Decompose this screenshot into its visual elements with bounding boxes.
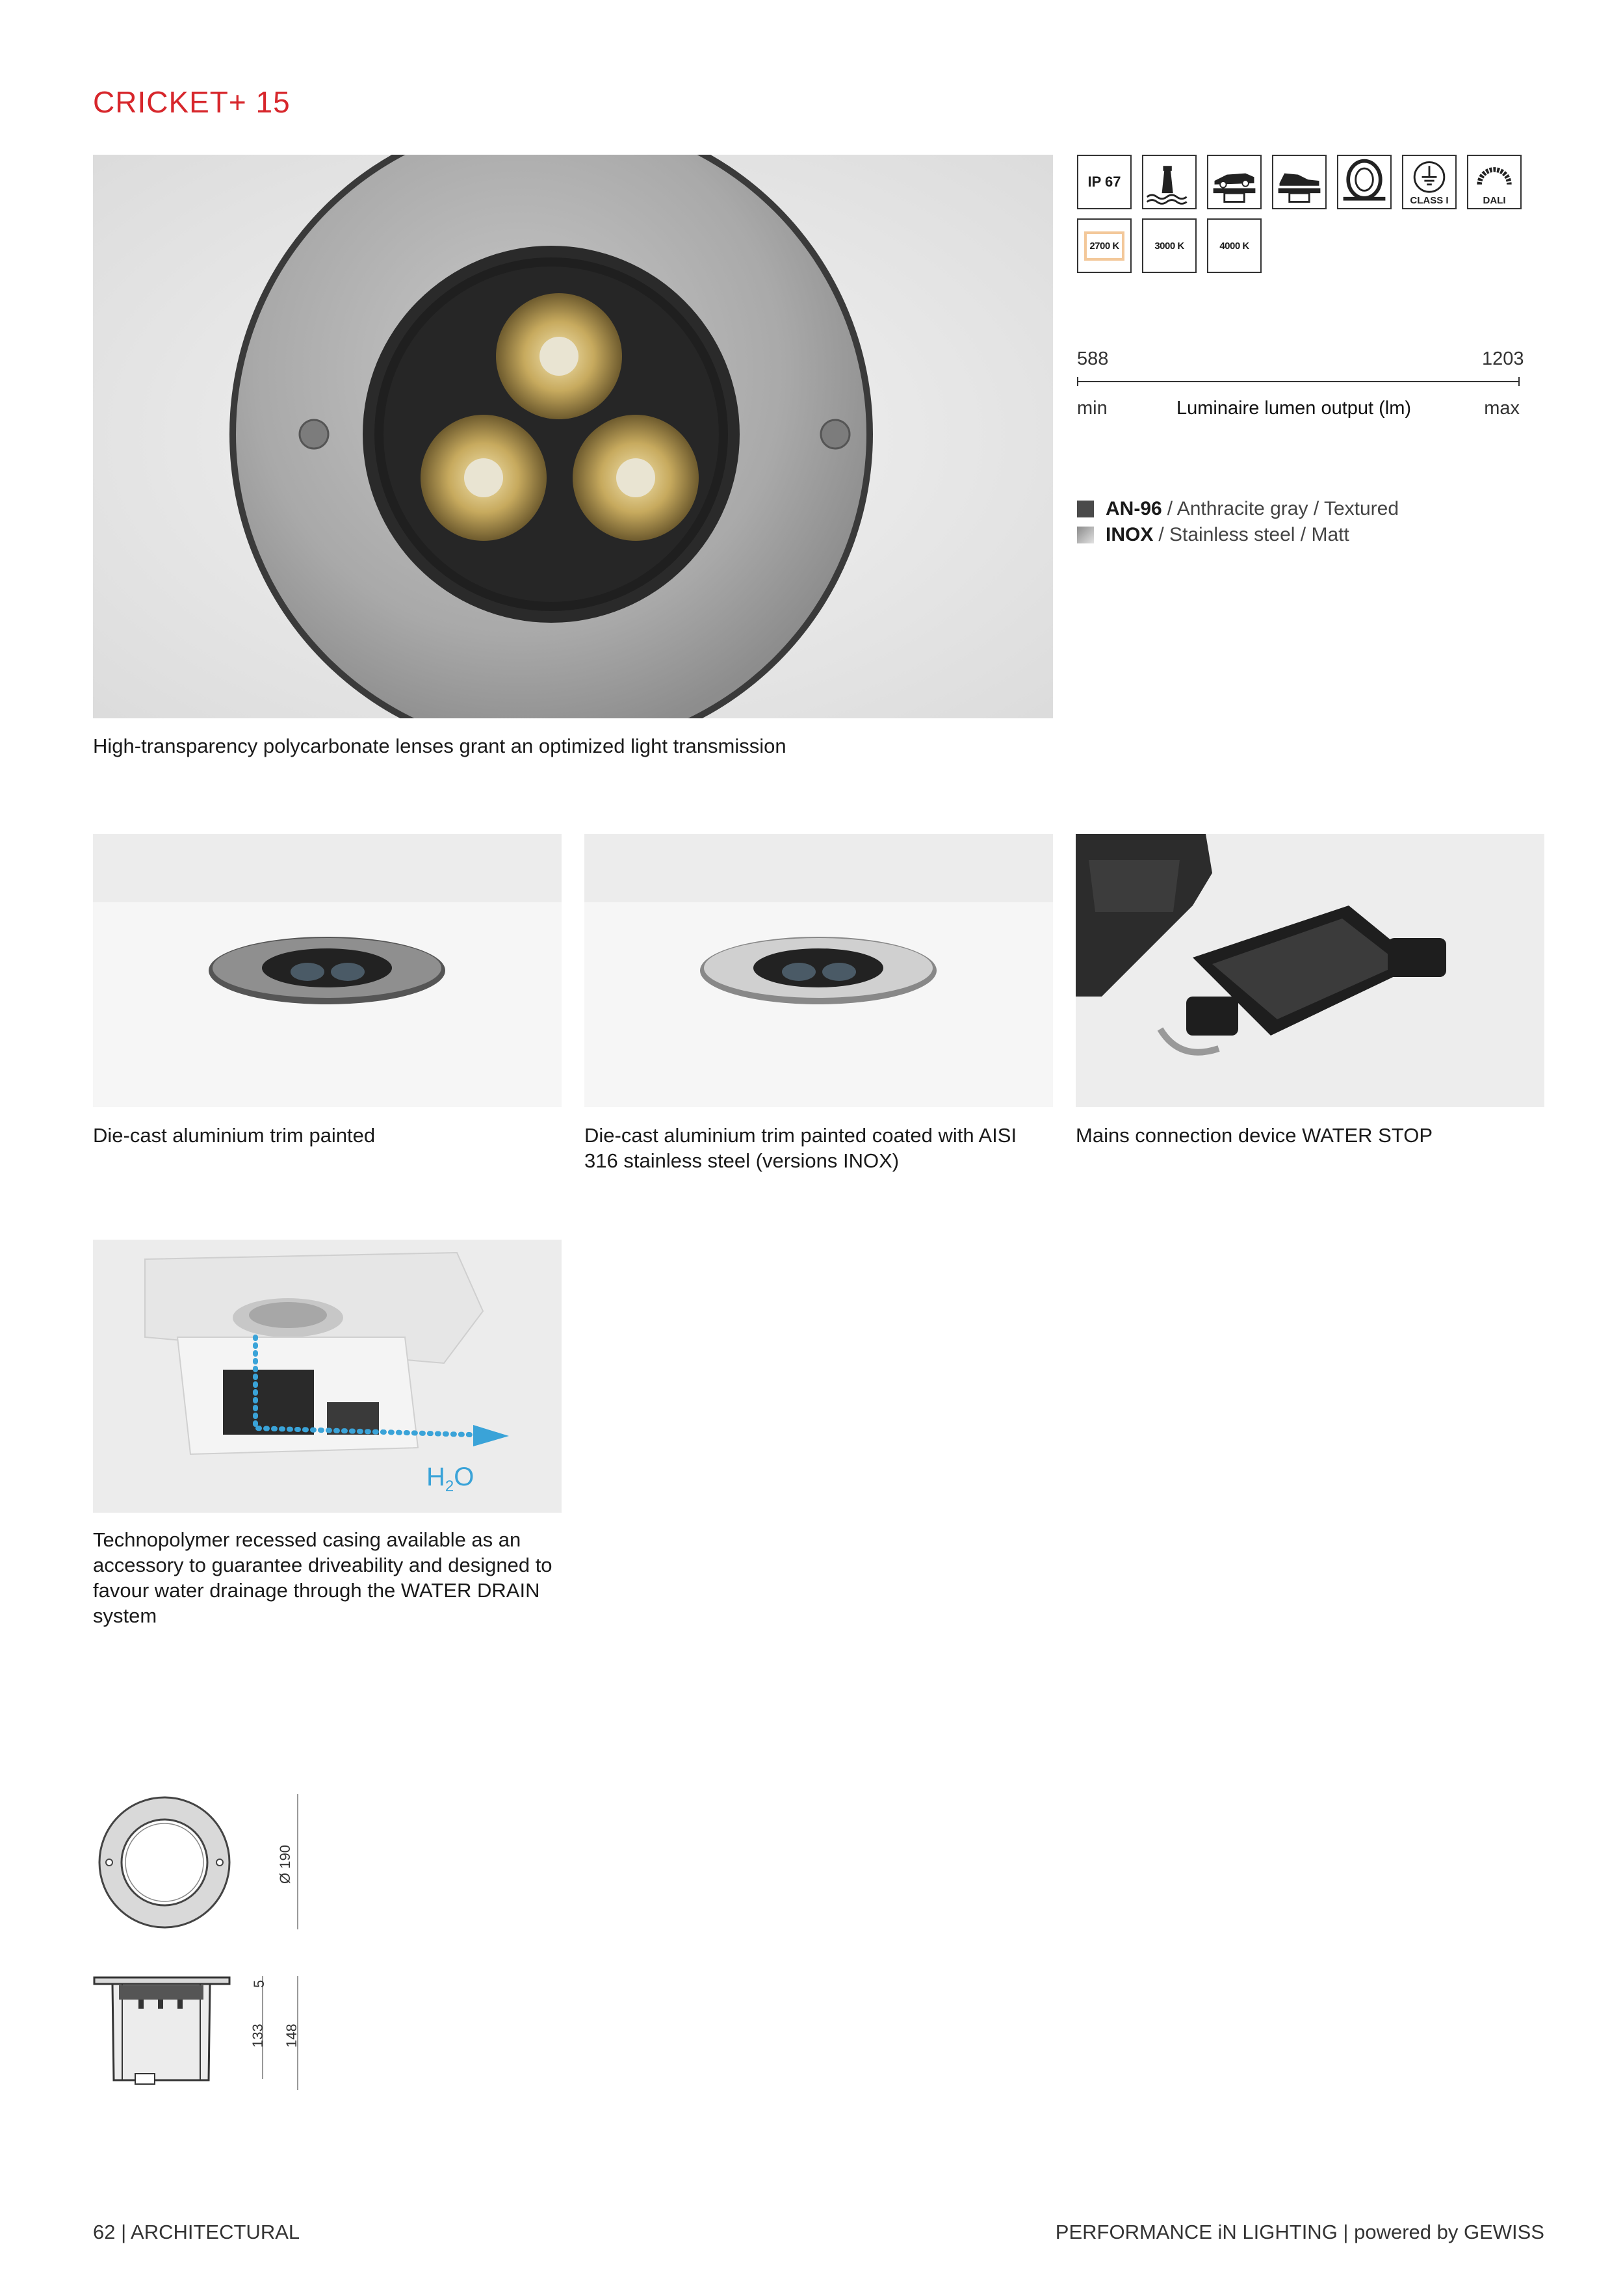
drawing-top-view <box>93 1794 236 1931</box>
tyre-icon <box>1337 155 1392 209</box>
main-caption: High-transparency polycarbonate lenses grant an optimized light transmission <box>93 735 786 757</box>
earth-ground-icon: CLASS I <box>1402 155 1457 209</box>
lumen-max-value: 1203 <box>1482 348 1524 369</box>
feature-image-water-drain <box>93 1240 562 1513</box>
color-temp-4000: 4000 K <box>1207 218 1262 273</box>
driveover-car-icon <box>1207 155 1262 209</box>
walkover-shoe-icon <box>1272 155 1327 209</box>
finish-swatch-inox <box>1077 527 1094 543</box>
finish-an96: AN-96 / Anthracite gray / Textured <box>1077 498 1399 520</box>
h2o-label: $H_2O$ <box>426 1463 474 1495</box>
finish-inox: INOX / Stainless steel / Matt <box>1077 524 1349 546</box>
main-product-image <box>93 155 1053 718</box>
footer-page-section: 62 | ARCHITECTURAL <box>93 2221 300 2243</box>
feature-caption-3: Mains connection device WATER STOP <box>1076 1124 1433 1147</box>
lumen-scale-tick-left <box>1077 377 1078 386</box>
drawing-side-view <box>93 1976 236 2090</box>
feature-image-water-stop <box>1076 834 1544 1107</box>
dimmer-icon: DALI <box>1467 155 1522 209</box>
dimension-total: 148 <box>283 2024 300 2048</box>
dimension-diameter: Ø 190 <box>277 1845 293 1884</box>
color-temp-3000: 3000 K <box>1142 218 1197 273</box>
dimension-inner: 133 <box>250 2024 266 2048</box>
coast-icon <box>1142 155 1197 209</box>
feature-caption-2: Die-cast aluminium trim painted coated with AISI 316 stainless steel (versions INOX) <box>584 1124 1017 1172</box>
lumen-max-label: max <box>1484 398 1520 419</box>
lumen-min-value: 588 <box>1077 348 1109 369</box>
feature-image-painted-trim <box>93 834 562 1107</box>
lumen-min-label: min <box>1077 398 1108 419</box>
finish-swatch-anthracite <box>1077 501 1094 517</box>
color-temp-2700: 2700 K <box>1077 218 1132 273</box>
page-title: CRICKET+ 15 <box>93 85 291 119</box>
lumen-label: Luminaire lumen output (lm) <box>1176 398 1412 419</box>
feature-image-inox-trim <box>584 834 1053 1107</box>
feature-caption-4: Technopolymer recessed casing available as an accessory to guarantee driveability and designed to favour water drainage through the WATER DRAIN system <box>93 1528 552 1627</box>
ip-rating-badge: IP 67 <box>1077 155 1132 209</box>
lumen-scale-tick-right <box>1518 377 1520 386</box>
dimension-line-diameter <box>297 1794 298 1929</box>
feature-caption-1: Die-cast aluminium trim painted <box>93 1124 376 1147</box>
lumen-scale-line <box>1077 381 1520 382</box>
footer-brand: PERFORMANCE iN LIGHTING | powered by GEWISS <box>1055 2221 1544 2243</box>
dimension-top: 5 <box>251 1979 267 1988</box>
